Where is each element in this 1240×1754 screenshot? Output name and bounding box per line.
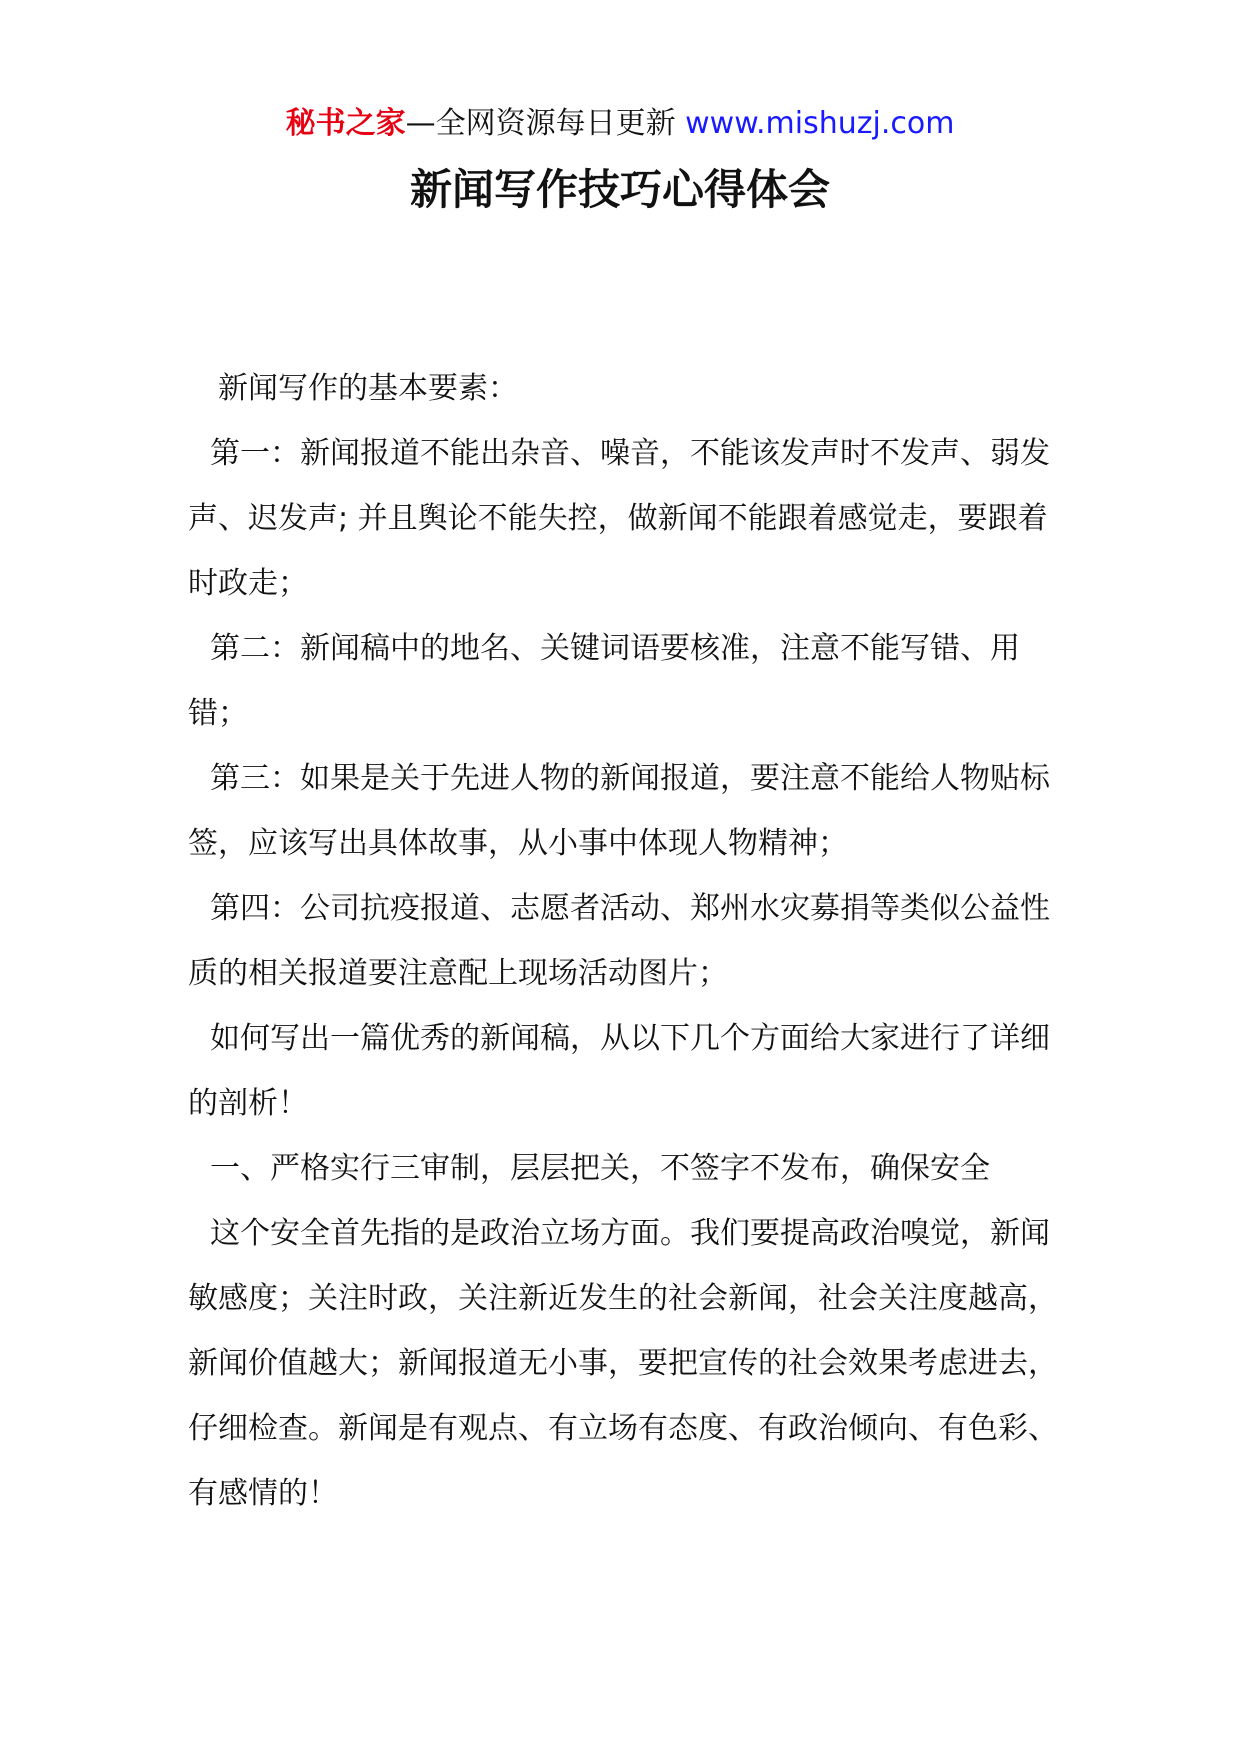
site-url-link[interactable]: www.mishuzj.com — [685, 106, 955, 141]
paragraph-basic-elements: 新闻写作的基本要素： — [218, 371, 518, 406]
paragraph-point-three: 第三：如果是关于先进人物的新闻报道，要注意不能给人物贴标签，应该写出具体故事，从小事中体现人物精神； — [188, 761, 1050, 861]
paragraph-point-one: 第一：新闻报道不能出杂音、噪音，不能该发声时不发声、弱发声、迟发声; 并且舆论不能失控，做新闻不能跟着感觉走，要跟着时政走； — [188, 436, 1050, 601]
paragraph-point-two: 第二：新闻稿中的地名、关键词语要核准，注意不能写错、用错； — [188, 631, 1020, 731]
paragraph-point-four: 第四：公司抗疫报道、志愿者活动、郑州水灾募捐等类似公益性质的相关报道要注意配上现场活动图片； — [188, 891, 1050, 991]
paragraph-intro: 如何写出一篇优秀的新闻稿，从以下几个方面给大家进行了详细的剖析！ — [188, 1021, 1050, 1121]
document-body — [188, 356, 1068, 1526]
site-slogan: —全网资源每日更新 — [405, 106, 676, 141]
section-heading-one: 一、严格实行三审制，层层把关，不签字不发布，确保安全 — [210, 1151, 990, 1186]
site-header — [0, 104, 1240, 144]
brand-name: 秘书之家 — [285, 106, 406, 141]
paragraph-safety: 这个安全首先指的是政治立场方面。我们要提高政治嗅觉，新闻敏感度；关注时政，关注新近发生的社会新闻，社会关注度越高，新闻价值越大；新闻报道无小事，要把宣传的社会效果考虑进去，仔细检查。新闻是有观点、有立场有态度、有政治倾向、有色彩、有感情的！ — [188, 1216, 1058, 1511]
document-title: 新闻写作技巧心得体会 — [409, 165, 830, 214]
